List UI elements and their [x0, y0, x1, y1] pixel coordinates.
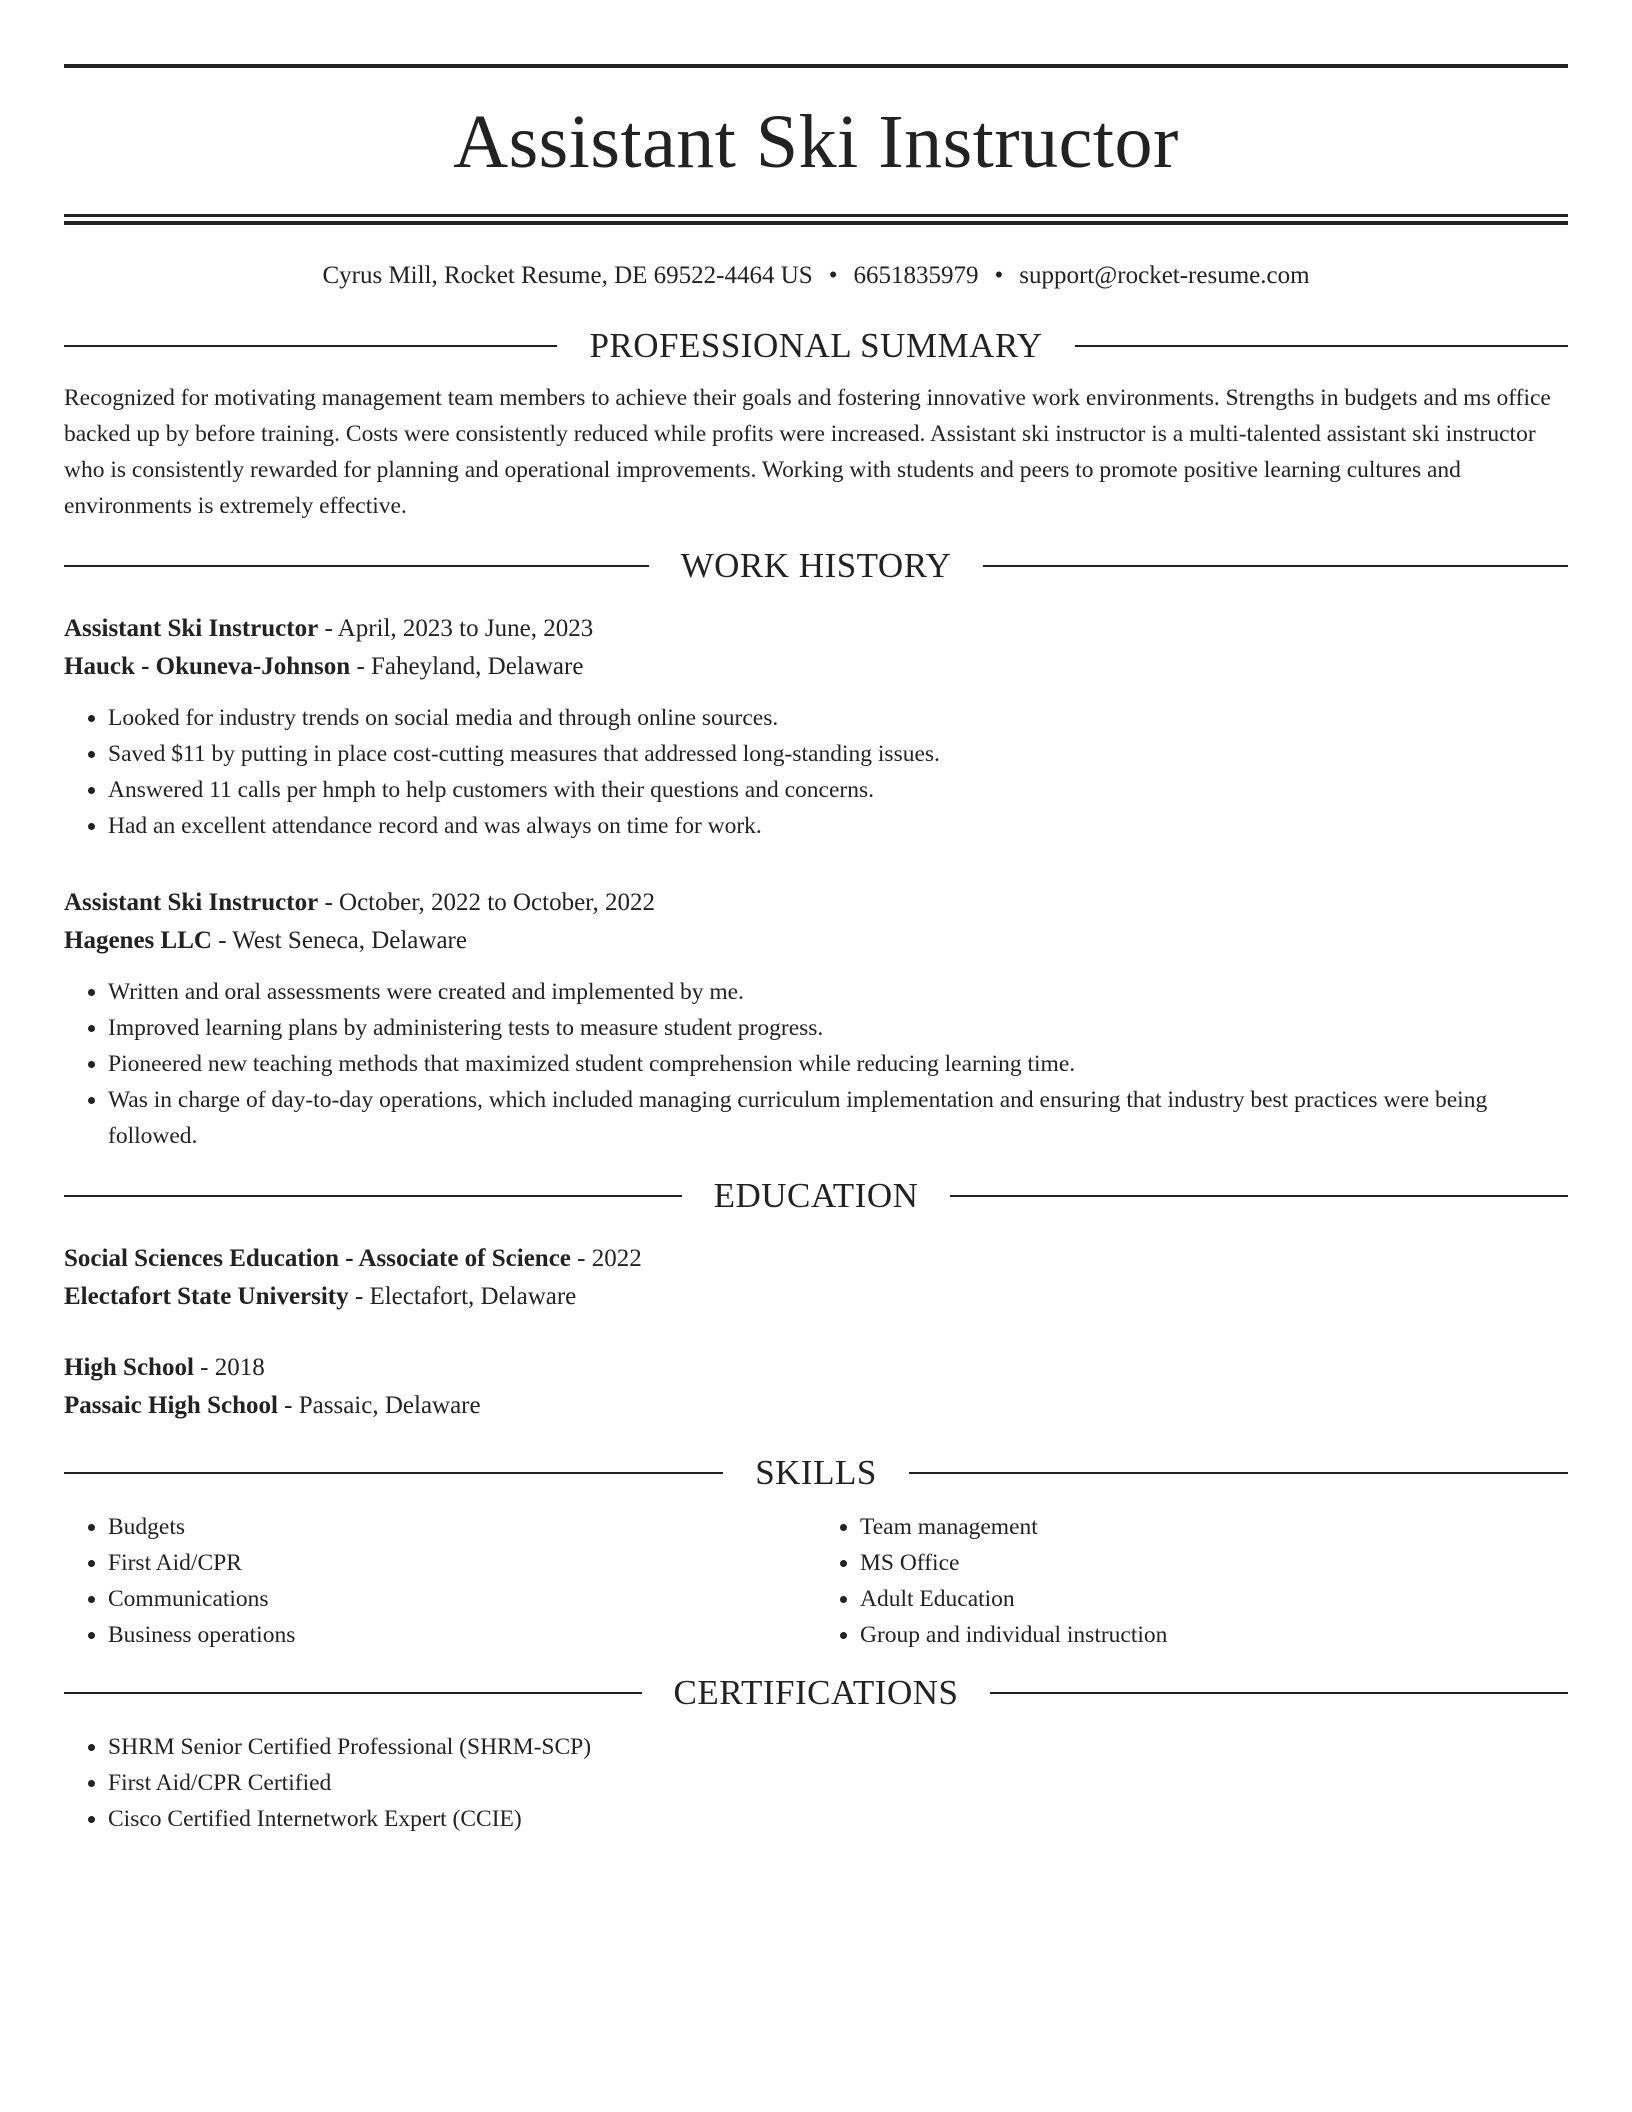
list-item: • Was in charge of day-to-day operations, which included managing curriculum implementation and ensuring that industry best practices were being followed.: [108, 1082, 1568, 1154]
contact-separator: •: [828, 262, 838, 289]
list-item: • First Aid/CPR Certified: [108, 1765, 1568, 1801]
job-title-line: [64, 610, 1568, 648]
job-location: - Faheyland, Delaware: [350, 653, 584, 680]
education-entry: [64, 1349, 1568, 1425]
section-heading-certifications: [64, 1671, 1568, 1715]
skills-list-right: [816, 1509, 1568, 1653]
contact-separator: •: [994, 262, 1004, 289]
heading-rule: [64, 1472, 723, 1474]
heading-rule: [950, 1195, 1568, 1197]
skills-list-left: [64, 1509, 816, 1653]
list-item: • Adult Education: [860, 1581, 1568, 1617]
job-location: - West Seneca, Delaware: [211, 927, 467, 954]
list-item: • Budgets: [108, 1509, 816, 1545]
job-title-line: [64, 884, 1568, 922]
list-item: • Written and oral assessments were created and implemented by me.: [108, 974, 1568, 1010]
certifications-list: [64, 1729, 1568, 1837]
section-title: PROFESSIONAL SUMMARY: [589, 326, 1043, 365]
job-dates: - April, 2023 to June, 2023: [318, 615, 594, 642]
degree: High School: [64, 1354, 194, 1381]
contact-address: Cyrus Mill, Rocket Resume, DE 69522-4464 US: [322, 262, 813, 289]
job-company: Hauck - Okuneva-Johnson: [64, 653, 351, 680]
job-company-line: [64, 648, 1568, 686]
section-title: EDUCATION: [713, 1176, 919, 1215]
heading-rule: [64, 1692, 642, 1694]
title-double-rule: [64, 214, 1568, 225]
school: Passaic High School: [64, 1392, 278, 1419]
list-item: • Had an excellent attendance record and was always on time for work.: [108, 808, 1568, 844]
degree-line: [64, 1240, 1568, 1278]
skills-columns: [64, 1509, 1568, 1653]
school-line: [64, 1387, 1568, 1425]
contact-line: [64, 260, 1568, 292]
list-item: • Group and individual instruction: [860, 1617, 1568, 1653]
job-bullets: [64, 974, 1568, 1154]
job-company: Hagenes LLC: [64, 927, 212, 954]
resume-page: [64, 64, 1568, 1837]
list-item: • Improved learning plans by administering tests to measure student progress.: [108, 1010, 1568, 1046]
heading-rule: [1075, 345, 1568, 347]
resume-title: Assistant Ski Instructor: [453, 100, 1179, 184]
list-item: • Answered 11 calls per hmph to help customers with their questions and concerns.: [108, 772, 1568, 808]
graduation-year: - 2022: [570, 1245, 642, 1272]
section-heading-summary: [64, 324, 1568, 368]
job-entry: [64, 884, 1568, 1154]
education-entry: [64, 1240, 1568, 1316]
section-heading-work-history: [64, 544, 1568, 588]
list-item: • First Aid/CPR: [108, 1545, 816, 1581]
heading-rule: [64, 345, 557, 347]
list-item: • Cisco Certified Internetwork Expert (CCIE): [108, 1801, 1568, 1837]
school-line: [64, 1278, 1568, 1316]
job-title: Assistant Ski Instructor: [64, 615, 319, 642]
top-rule: [64, 64, 1568, 68]
list-item: • Team management: [860, 1509, 1568, 1545]
list-item: • Looked for industry trends on social media and through online sources.: [108, 700, 1568, 736]
section-heading-skills: [64, 1451, 1568, 1495]
section-title: SKILLS: [755, 1453, 877, 1492]
section-title: CERTIFICATIONS: [673, 1673, 959, 1712]
list-item: • Pioneered new teaching methods that maximized student comprehension while reducing learning time.: [108, 1046, 1568, 1082]
job-bullets: [64, 700, 1568, 844]
contact-email: support@rocket-resume.com: [1019, 262, 1310, 289]
heading-rule: [64, 565, 649, 567]
contact-phone: 6651835979: [853, 262, 979, 289]
degree: Social Sciences Education - Associate of Science: [64, 1245, 571, 1272]
list-item: • Business operations: [108, 1617, 816, 1653]
section-heading-education: [64, 1174, 1568, 1218]
section-title: WORK HISTORY: [680, 546, 952, 585]
graduation-year: - 2018: [193, 1354, 265, 1381]
job-company-line: [64, 922, 1568, 960]
school-location: - Electafort, Delaware: [348, 1283, 577, 1310]
degree-line: [64, 1349, 1568, 1387]
job-entry: [64, 610, 1568, 844]
list-item: • MS Office: [860, 1545, 1568, 1581]
heading-rule: [983, 565, 1568, 567]
list-item: • SHRM Senior Certified Professional (SHRM-SCP): [108, 1729, 1568, 1765]
job-title: Assistant Ski Instructor: [64, 889, 319, 916]
summary-text: Recognized for motivating management team members to achieve their goals and fostering innovative work environments. Strengths in budgets and ms office backed up by before training. Costs were consistently reduced while profits were increased. Assistant ski instructor is a multi-talented assistant ski instructor who is consistently rewarded for planning and operational improvements. Working with students and peers to promote positive learning cultures and environments is extremely effective.: [64, 385, 1551, 519]
heading-rule: [909, 1472, 1568, 1474]
school: Electafort State University: [64, 1283, 349, 1310]
school-location: - Passaic, Delaware: [277, 1392, 481, 1419]
list-item: • Communications: [108, 1581, 816, 1617]
heading-rule: [990, 1692, 1568, 1694]
job-dates: - October, 2022 to October, 2022: [318, 889, 656, 916]
list-item: • Saved $11 by putting in place cost-cutting measures that addressed long-standing issues.: [108, 736, 1568, 772]
heading-rule: [64, 1195, 682, 1197]
